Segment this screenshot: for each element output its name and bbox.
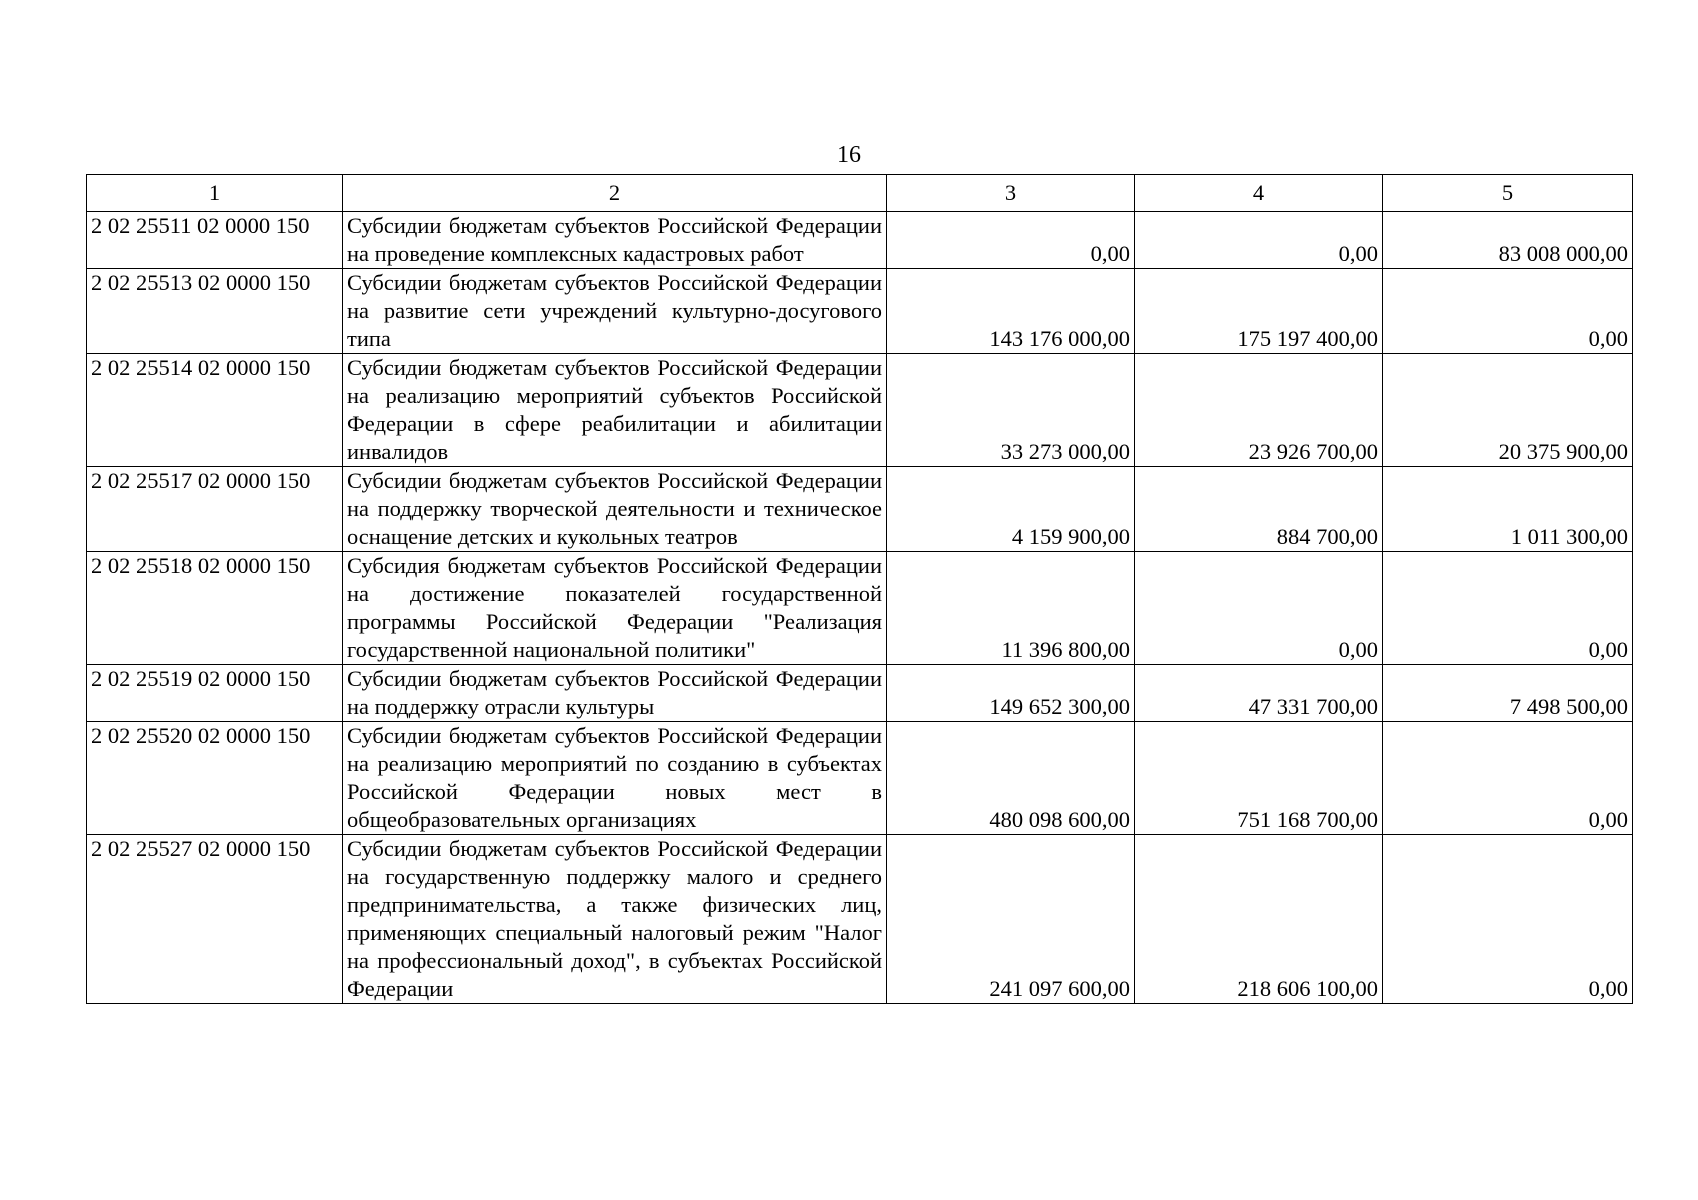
amount-col3-cell: 33 273 000,00	[887, 354, 1135, 467]
column-header-4: 4	[1135, 175, 1383, 212]
amount-col4-cell: 218 606 100,00	[1135, 835, 1383, 1004]
amount-col3-cell: 4 159 900,00	[887, 467, 1135, 552]
amount-col3-cell: 149 652 300,00	[887, 665, 1135, 722]
income-code-cell: 2 02 25517 02 0000 150	[87, 467, 343, 552]
amount-col4-cell: 0,00	[1135, 552, 1383, 665]
income-code-cell: 2 02 25520 02 0000 150	[87, 722, 343, 835]
table-row	[87, 835, 1633, 1004]
amount-col4-cell: 175 197 400,00	[1135, 269, 1383, 354]
income-name-cell: Субсидии бюджетам субъектов Российской Федерации на поддержку отрасли культуры	[343, 665, 887, 722]
amount-col5-cell: 0,00	[1383, 835, 1633, 1004]
income-code-cell: 2 02 25511 02 0000 150	[87, 212, 343, 269]
table-row	[87, 212, 1633, 269]
amount-col4-cell: 751 168 700,00	[1135, 722, 1383, 835]
table-row	[87, 552, 1633, 665]
amount-col5-cell: 0,00	[1383, 552, 1633, 665]
amount-col4-cell: 0,00	[1135, 212, 1383, 269]
amount-col5-cell: 1 011 300,00	[1383, 467, 1633, 552]
amount-col3-cell: 0,00	[887, 212, 1135, 269]
table-row	[87, 269, 1633, 354]
table-row	[87, 722, 1633, 835]
amount-col3-cell: 11 396 800,00	[887, 552, 1135, 665]
income-name-cell: Субсидии бюджетам субъектов Российской Федерации на проведение комплексных кадастровых работ	[343, 212, 887, 269]
income-name-cell: Субсидии бюджетам субъектов Российской Федерации на поддержку творческой деятельности и техническое оснащение детских и кукольных театров	[343, 467, 887, 552]
income-code-cell: 2 02 25513 02 0000 150	[87, 269, 343, 354]
amount-col4-cell: 884 700,00	[1135, 467, 1383, 552]
column-header-2: 2	[343, 175, 887, 212]
amount-col5-cell: 7 498 500,00	[1383, 665, 1633, 722]
table-row	[87, 665, 1633, 722]
amount-col5-cell: 0,00	[1383, 722, 1633, 835]
column-header-1: 1	[87, 175, 343, 212]
amount-col3-cell: 480 098 600,00	[887, 722, 1135, 835]
income-name-cell: Субсидии бюджетам субъектов Российской Федерации на реализацию мероприятий субъектов Российской Федерации в сфере реабилитации и абилитации инвалидов	[343, 354, 887, 467]
table-row	[87, 354, 1633, 467]
income-name-cell: Субсидии бюджетам субъектов Российской Федерации на реализацию мероприятий по созданию в субъектах Российской Федерации новых мест в общеобразовательных организациях	[343, 722, 887, 835]
amount-col4-cell: 47 331 700,00	[1135, 665, 1383, 722]
page-number: 16	[837, 142, 861, 168]
column-header-3: 3	[887, 175, 1135, 212]
amount-col4-cell: 23 926 700,00	[1135, 354, 1383, 467]
income-name-cell: Субсидии бюджетам субъектов Российской Федерации на развитие сети учреждений культурно-досугового типа	[343, 269, 887, 354]
table-row	[87, 467, 1633, 552]
amount-col3-cell: 241 097 600,00	[887, 835, 1135, 1004]
amount-col5-cell: 83 008 000,00	[1383, 212, 1633, 269]
amount-col5-cell: 0,00	[1383, 269, 1633, 354]
income-code-cell: 2 02 25518 02 0000 150	[87, 552, 343, 665]
amount-col5-cell: 20 375 900,00	[1383, 354, 1633, 467]
income-name-cell: Субсидии бюджетам субъектов Российской Федерации на государственную поддержку малого и среднего предпринимательства, а также физических лиц, применяющих специальный налоговый режим "Налог на профессиональный доход", в субъектах Российской Федерации	[343, 835, 887, 1004]
income-code-cell: 2 02 25527 02 0000 150	[87, 835, 343, 1004]
income-code-cell: 2 02 25514 02 0000 150	[87, 354, 343, 467]
column-header-5: 5	[1383, 175, 1633, 212]
income-code-cell: 2 02 25519 02 0000 150	[87, 665, 343, 722]
budget-subsidies-table	[86, 174, 1633, 1004]
income-name-cell: Субсидия бюджетам субъектов Российской Федерации на достижение показателей государственной программы Российской Федерации "Реализация государственной национальной политики"	[343, 552, 887, 665]
amount-col3-cell: 143 176 000,00	[887, 269, 1135, 354]
column-number-row	[87, 175, 1633, 212]
